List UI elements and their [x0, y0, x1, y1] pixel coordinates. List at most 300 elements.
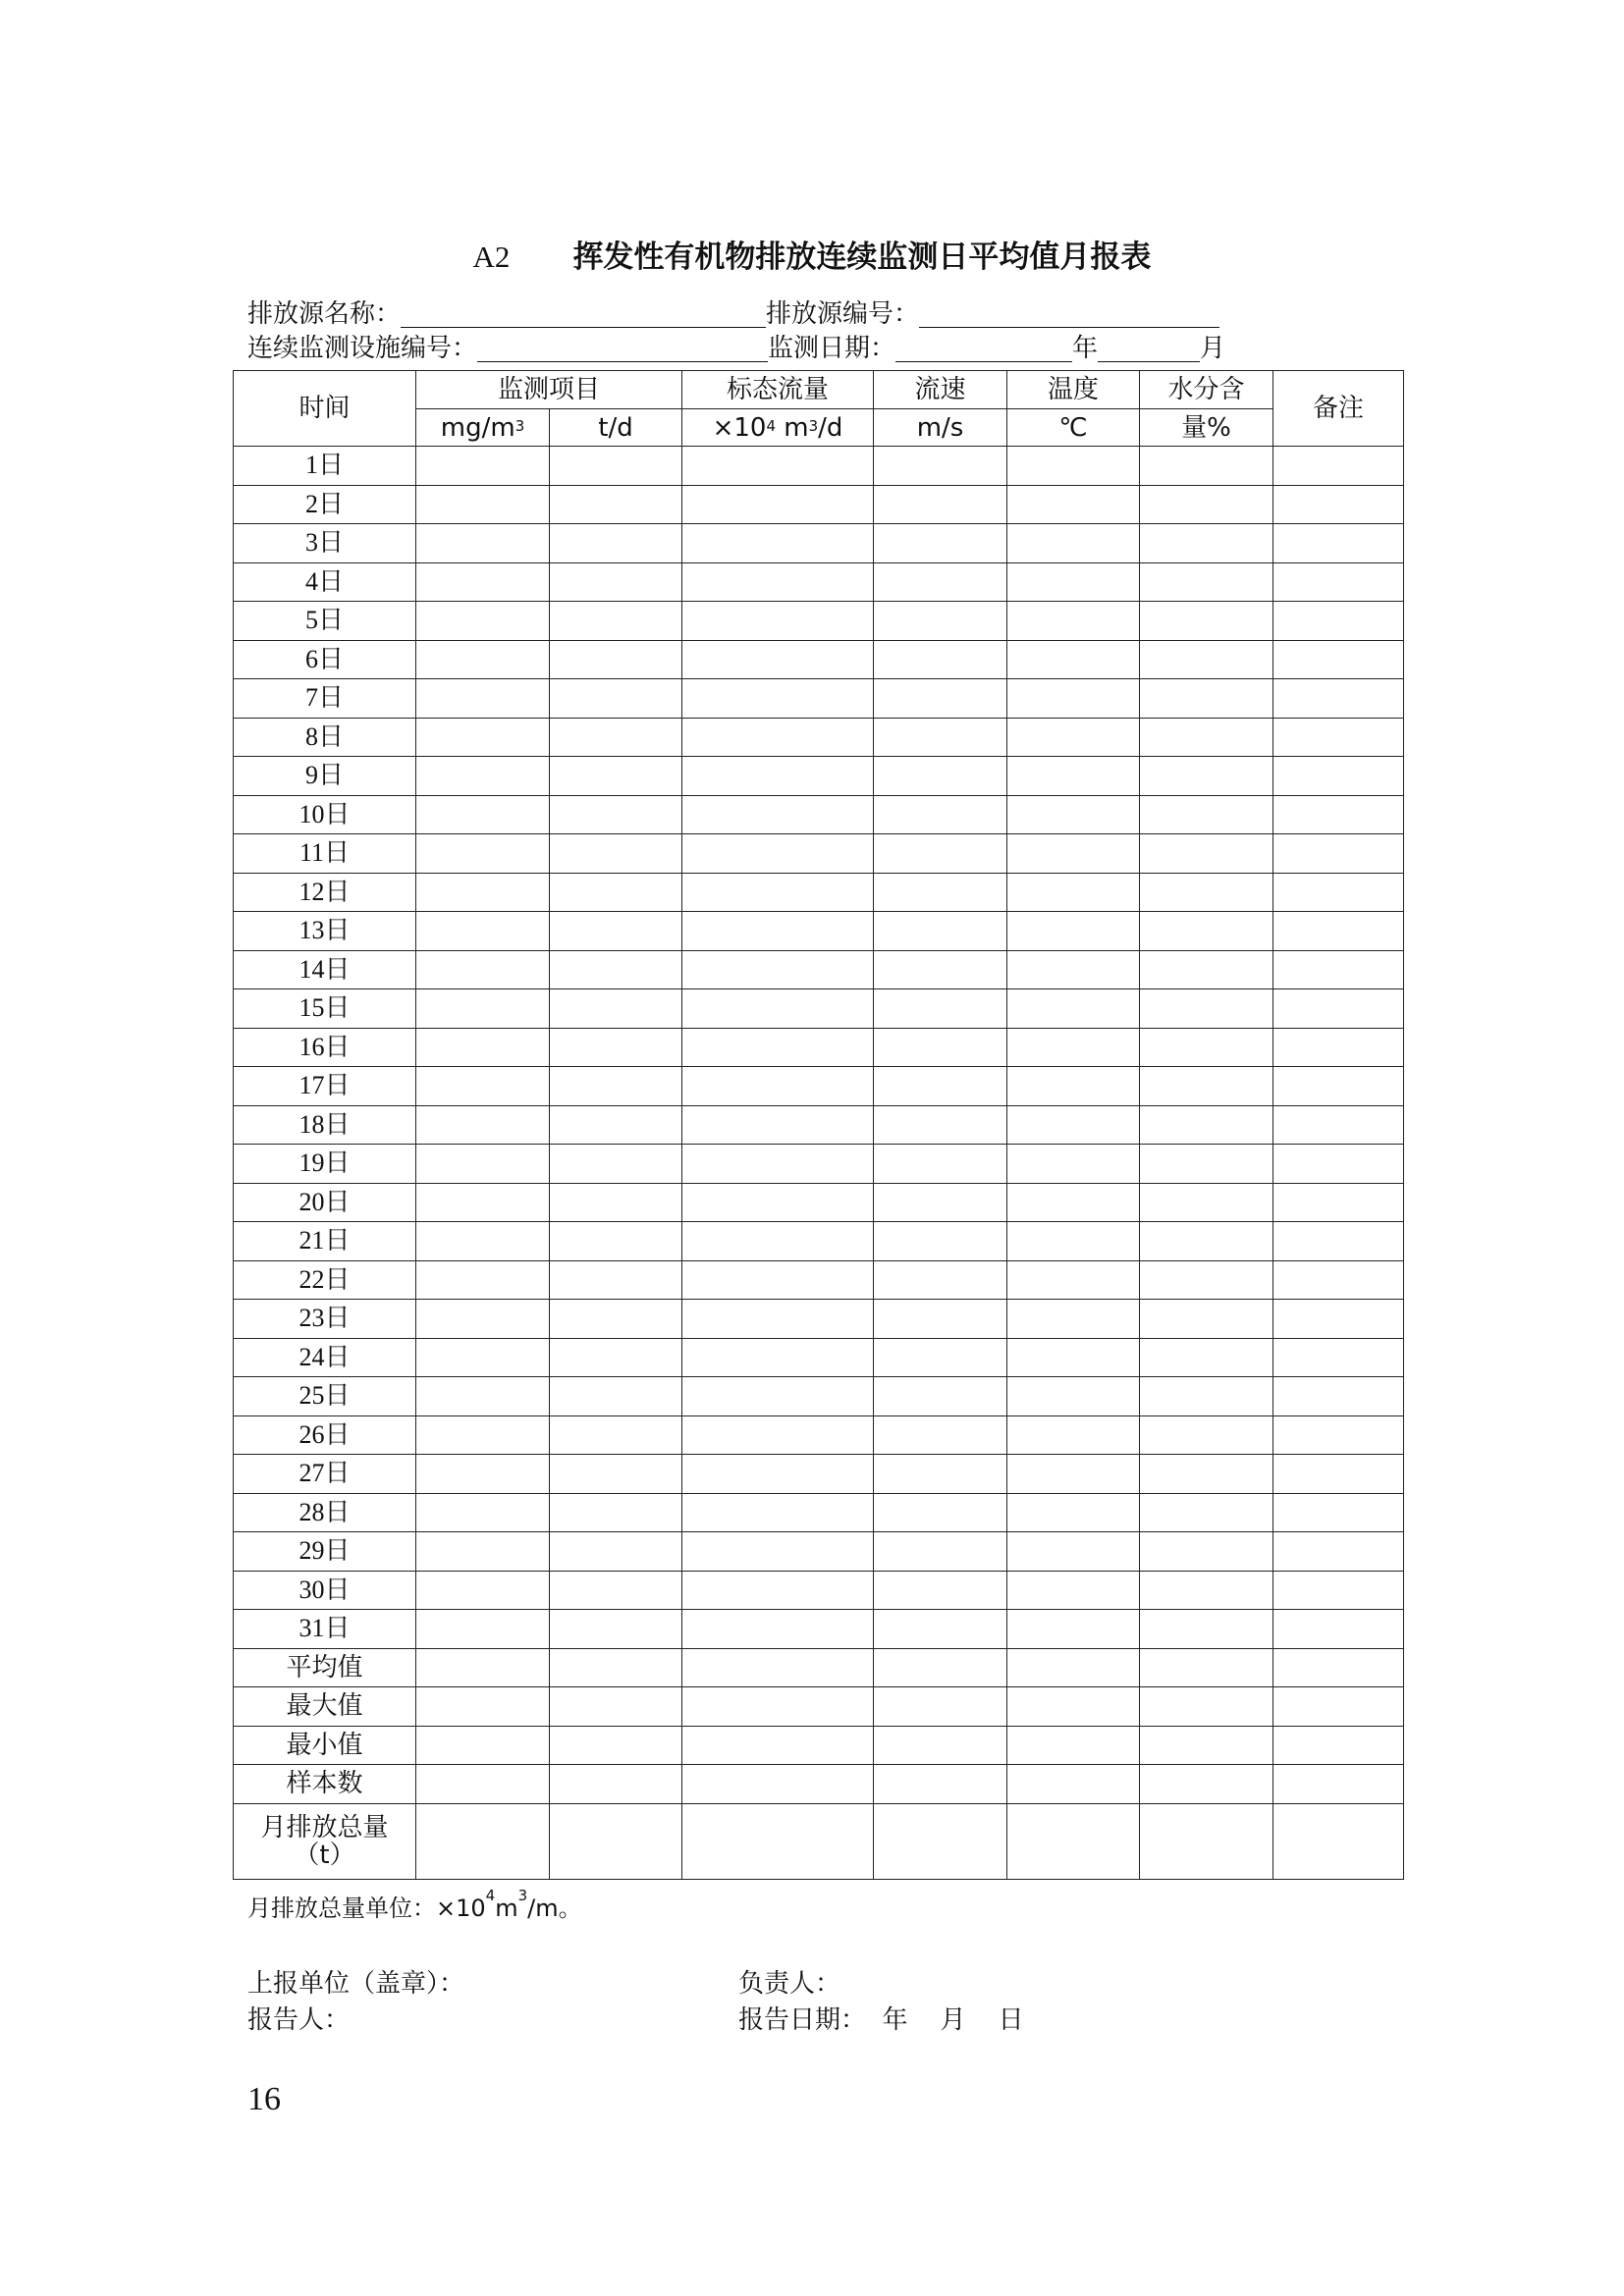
- cell-speed[interactable]: [874, 1183, 1007, 1222]
- cell-flow[interactable]: [682, 524, 874, 563]
- row-label: 19日: [234, 1145, 416, 1184]
- cell-moisture[interactable]: [1140, 1571, 1273, 1610]
- cell-speed[interactable]: [874, 950, 1007, 989]
- report-body: [234, 447, 1404, 1880]
- cell-td[interactable]: [550, 989, 682, 1029]
- cell-remark[interactable]: [1273, 1765, 1404, 1804]
- cell-speed[interactable]: [874, 447, 1007, 486]
- cell-moisture[interactable]: [1140, 524, 1273, 563]
- cell-mg[interactable]: [416, 1532, 550, 1572]
- cell-flow[interactable]: [682, 873, 874, 912]
- cell-td[interactable]: [550, 912, 682, 951]
- cell-temp[interactable]: [1007, 1687, 1140, 1727]
- cell-remark[interactable]: [1273, 1028, 1404, 1067]
- cell-mg[interactable]: [416, 1726, 550, 1765]
- cell-mg[interactable]: [416, 602, 550, 641]
- cell-temp[interactable]: [1007, 447, 1140, 486]
- table-row: [234, 1726, 1404, 1765]
- cell-mg[interactable]: [416, 1067, 550, 1106]
- cell-moisture[interactable]: [1140, 1067, 1273, 1106]
- cell-mg[interactable]: [416, 1455, 550, 1494]
- header-flow-unit: $\times 10^4$ $m^3/d$: [682, 409, 874, 447]
- cell-td[interactable]: [550, 1260, 682, 1300]
- cell-remark[interactable]: [1273, 873, 1404, 912]
- cell-remark[interactable]: [1273, 834, 1404, 874]
- cell-mg[interactable]: [416, 562, 550, 602]
- cell-mg[interactable]: [416, 1183, 550, 1222]
- cell-flow[interactable]: [682, 602, 874, 641]
- cell-remark[interactable]: [1273, 524, 1404, 563]
- cell-td[interactable]: [550, 1105, 682, 1145]
- source-no-blank[interactable]: [919, 301, 1219, 328]
- cell-moisture[interactable]: [1140, 1493, 1273, 1532]
- row-label: 10日: [234, 795, 416, 834]
- cell-remark[interactable]: [1273, 1377, 1404, 1416]
- table-row: [234, 679, 1404, 719]
- table-row: [234, 989, 1404, 1029]
- cell-moisture[interactable]: [1140, 950, 1273, 989]
- cell-temp[interactable]: [1007, 834, 1140, 874]
- cell-speed[interactable]: [874, 1377, 1007, 1416]
- cell-speed[interactable]: [874, 912, 1007, 951]
- cell-flow[interactable]: [682, 1028, 874, 1067]
- cell-td[interactable]: [550, 1687, 682, 1727]
- header-moisture: 水分含: [1140, 371, 1273, 409]
- cell-speed[interactable]: [874, 640, 1007, 679]
- table-row: [234, 1067, 1404, 1106]
- cell-mg[interactable]: [416, 640, 550, 679]
- cell-remark[interactable]: [1273, 950, 1404, 989]
- header-remark: 备注: [1273, 371, 1404, 447]
- cell-speed[interactable]: [874, 1687, 1007, 1727]
- header-mg-unit: $mg/m^3$: [416, 409, 550, 447]
- cell-flow[interactable]: [682, 834, 874, 874]
- cell-speed[interactable]: [874, 1105, 1007, 1145]
- cell-mg[interactable]: [416, 1610, 550, 1649]
- cell-flow[interactable]: [682, 1571, 874, 1610]
- cell-mg[interactable]: [416, 989, 550, 1029]
- cell-temp[interactable]: [1007, 1260, 1140, 1300]
- cell-flow[interactable]: [682, 950, 874, 989]
- cell-td[interactable]: [550, 950, 682, 989]
- cell-speed[interactable]: [874, 989, 1007, 1029]
- cell-temp[interactable]: [1007, 1222, 1140, 1261]
- cell-remark[interactable]: [1273, 1338, 1404, 1377]
- cell-speed[interactable]: [874, 1571, 1007, 1610]
- cell-temp[interactable]: [1007, 1571, 1140, 1610]
- cell-flow[interactable]: [682, 1377, 874, 1416]
- cell-remark[interactable]: [1273, 1571, 1404, 1610]
- cell-temp[interactable]: [1007, 1765, 1140, 1804]
- cell-remark[interactable]: [1273, 912, 1404, 951]
- cell-speed[interactable]: [874, 834, 1007, 874]
- cell-mg[interactable]: [416, 1377, 550, 1416]
- cell-remark[interactable]: [1273, 562, 1404, 602]
- table-row: [234, 873, 1404, 912]
- cell-mg[interactable]: [416, 1765, 550, 1804]
- cell-temp[interactable]: [1007, 1803, 1140, 1879]
- facility-no-label: 连续监测设施编号：: [247, 334, 478, 363]
- cell-moisture[interactable]: [1140, 485, 1273, 524]
- cell-temp[interactable]: [1007, 1610, 1140, 1649]
- cell-speed[interactable]: [874, 873, 1007, 912]
- cell-mg[interactable]: [416, 1493, 550, 1532]
- cell-moisture[interactable]: [1140, 1105, 1273, 1145]
- cell-moisture[interactable]: [1140, 640, 1273, 679]
- cell-mg[interactable]: [416, 1260, 550, 1300]
- cell-speed[interactable]: [874, 1455, 1007, 1494]
- cell-temp[interactable]: [1007, 950, 1140, 989]
- cell-moisture[interactable]: [1140, 1338, 1273, 1377]
- cell-moisture[interactable]: [1140, 447, 1273, 486]
- cell-moisture[interactable]: [1140, 718, 1273, 757]
- cell-mg[interactable]: [416, 718, 550, 757]
- cell-temp[interactable]: [1007, 1067, 1140, 1106]
- cell-speed[interactable]: [874, 1415, 1007, 1455]
- cell-speed[interactable]: [874, 485, 1007, 524]
- cell-td[interactable]: [550, 1028, 682, 1067]
- cell-mg[interactable]: [416, 447, 550, 486]
- cell-flow[interactable]: [682, 1687, 874, 1727]
- cell-temp[interactable]: [1007, 1338, 1140, 1377]
- row-label: 样本数: [234, 1765, 416, 1804]
- cell-td[interactable]: [550, 1067, 682, 1106]
- cell-speed[interactable]: [874, 1493, 1007, 1532]
- cell-moisture[interactable]: [1140, 834, 1273, 874]
- cell-remark[interactable]: [1273, 1260, 1404, 1300]
- cell-moisture[interactable]: [1140, 795, 1273, 834]
- cell-moisture[interactable]: [1140, 1532, 1273, 1572]
- table-row: [234, 1610, 1404, 1649]
- row-label: 29日: [234, 1532, 416, 1572]
- cell-flow[interactable]: [682, 1300, 874, 1339]
- cell-remark[interactable]: [1273, 679, 1404, 719]
- cell-td[interactable]: [550, 562, 682, 602]
- table-row: [234, 1455, 1404, 1494]
- cell-td[interactable]: [550, 679, 682, 719]
- cell-flow[interactable]: [682, 447, 874, 486]
- cell-speed[interactable]: [874, 1028, 1007, 1067]
- cell-remark[interactable]: [1273, 1222, 1404, 1261]
- cell-td[interactable]: [550, 1145, 682, 1184]
- cell-temp[interactable]: [1007, 1300, 1140, 1339]
- cell-moisture[interactable]: [1140, 757, 1273, 796]
- row-label: 24日: [234, 1338, 416, 1377]
- table-row: [234, 1338, 1404, 1377]
- cell-moisture[interactable]: [1140, 1610, 1273, 1649]
- cell-remark[interactable]: [1273, 485, 1404, 524]
- cell-moisture[interactable]: [1140, 1765, 1273, 1804]
- cell-speed[interactable]: [874, 602, 1007, 641]
- cell-mg[interactable]: [416, 1338, 550, 1377]
- cell-td[interactable]: [550, 873, 682, 912]
- row-label: 12日: [234, 873, 416, 912]
- cell-moisture[interactable]: [1140, 989, 1273, 1029]
- cell-remark[interactable]: [1273, 1648, 1404, 1687]
- cell-td[interactable]: [550, 1338, 682, 1377]
- cell-flow[interactable]: [682, 485, 874, 524]
- reporting-unit-label: 上报单位（盖章）：: [247, 1969, 465, 1999]
- cell-td[interactable]: [550, 718, 682, 757]
- cell-speed[interactable]: [874, 1610, 1007, 1649]
- cell-flow[interactable]: [682, 912, 874, 951]
- cell-td[interactable]: [550, 524, 682, 563]
- cell-mg[interactable]: [416, 950, 550, 989]
- year-blank[interactable]: [895, 336, 1072, 362]
- cell-flow[interactable]: [682, 1648, 874, 1687]
- source-name-label: 排放源名称：: [247, 299, 402, 329]
- cell-remark[interactable]: [1273, 718, 1404, 757]
- cell-speed[interactable]: [874, 1067, 1007, 1106]
- cell-mg[interactable]: [416, 1145, 550, 1184]
- cell-td[interactable]: [550, 1183, 682, 1222]
- cell-mg[interactable]: [416, 873, 550, 912]
- cell-speed[interactable]: [874, 1338, 1007, 1377]
- table-row: [234, 1532, 1404, 1572]
- table-row-monthly-total: [234, 1803, 1404, 1879]
- cell-temp[interactable]: [1007, 485, 1140, 524]
- cell-remark[interactable]: [1273, 1183, 1404, 1222]
- cell-remark[interactable]: [1273, 640, 1404, 679]
- cell-flow[interactable]: [682, 1532, 874, 1572]
- cell-remark[interactable]: [1273, 447, 1404, 486]
- header-monitoring-item: 监测项目: [416, 371, 682, 409]
- cell-moisture[interactable]: [1140, 1415, 1273, 1455]
- cell-mg[interactable]: [416, 1105, 550, 1145]
- monthly-report-table: [233, 370, 1404, 1880]
- cell-remark[interactable]: [1273, 1067, 1404, 1106]
- cell-temp[interactable]: [1007, 1532, 1140, 1572]
- cell-flow[interactable]: [682, 1726, 874, 1765]
- cell-moisture[interactable]: [1140, 873, 1273, 912]
- cell-td[interactable]: [550, 1377, 682, 1416]
- cell-remark[interactable]: [1273, 1803, 1404, 1879]
- cell-flow[interactable]: [682, 679, 874, 719]
- cell-remark[interactable]: [1273, 989, 1404, 1029]
- cell-remark[interactable]: [1273, 1726, 1404, 1765]
- cell-moisture[interactable]: [1140, 1377, 1273, 1416]
- cell-remark[interactable]: [1273, 757, 1404, 796]
- cell-flow[interactable]: [682, 1415, 874, 1455]
- cell-flow[interactable]: [682, 1493, 874, 1532]
- cell-temp[interactable]: [1007, 1105, 1140, 1145]
- cell-speed[interactable]: [874, 757, 1007, 796]
- cell-speed[interactable]: [874, 1803, 1007, 1879]
- cell-temp[interactable]: [1007, 679, 1140, 719]
- cell-mg[interactable]: [416, 834, 550, 874]
- cell-temp[interactable]: [1007, 1648, 1140, 1687]
- cell-temp[interactable]: [1007, 1183, 1140, 1222]
- cell-speed[interactable]: [874, 718, 1007, 757]
- cell-td[interactable]: [550, 1300, 682, 1339]
- cell-remark[interactable]: [1273, 1415, 1404, 1455]
- cell-moisture[interactable]: [1140, 602, 1273, 641]
- cell-mg[interactable]: [416, 524, 550, 563]
- cell-mg[interactable]: [416, 1803, 550, 1879]
- cell-mg[interactable]: [416, 1648, 550, 1687]
- cell-temp[interactable]: [1007, 640, 1140, 679]
- cell-moisture[interactable]: [1140, 1028, 1273, 1067]
- row-label: 30日: [234, 1571, 416, 1610]
- cell-moisture[interactable]: [1140, 1648, 1273, 1687]
- cell-temp[interactable]: [1007, 1493, 1140, 1532]
- cell-speed[interactable]: [874, 1145, 1007, 1184]
- cell-moisture[interactable]: [1140, 1455, 1273, 1494]
- cell-temp[interactable]: [1007, 795, 1140, 834]
- cell-mg[interactable]: [416, 679, 550, 719]
- cell-remark[interactable]: [1273, 1610, 1404, 1649]
- cell-moisture[interactable]: [1140, 1726, 1273, 1765]
- cell-td[interactable]: [550, 757, 682, 796]
- cell-mg[interactable]: [416, 757, 550, 796]
- cell-remark[interactable]: [1273, 602, 1404, 641]
- cell-td[interactable]: [550, 795, 682, 834]
- row-label: 27日: [234, 1455, 416, 1494]
- cell-flow[interactable]: [682, 718, 874, 757]
- row-label: 4日: [234, 562, 416, 602]
- cell-speed[interactable]: [874, 795, 1007, 834]
- cell-mg[interactable]: [416, 1028, 550, 1067]
- cell-remark[interactable]: [1273, 1300, 1404, 1339]
- row-label: 18日: [234, 1105, 416, 1145]
- cell-speed[interactable]: [874, 1260, 1007, 1300]
- report-title: [0, 232, 1624, 276]
- cell-temp[interactable]: [1007, 718, 1140, 757]
- row-label: 25日: [234, 1377, 416, 1416]
- cell-speed[interactable]: [874, 562, 1007, 602]
- cell-remark[interactable]: [1273, 1687, 1404, 1727]
- row-label: 平均值: [234, 1648, 416, 1687]
- cell-td[interactable]: [550, 447, 682, 486]
- facility-no-blank[interactable]: [477, 336, 768, 362]
- cell-temp[interactable]: [1007, 1145, 1140, 1184]
- cell-moisture[interactable]: [1140, 1145, 1273, 1184]
- cell-mg[interactable]: [416, 1300, 550, 1339]
- cell-remark[interactable]: [1273, 1455, 1404, 1494]
- cell-remark[interactable]: [1273, 795, 1404, 834]
- cell-td[interactable]: [550, 640, 682, 679]
- cell-td[interactable]: [550, 1455, 682, 1494]
- cell-mg[interactable]: [416, 1571, 550, 1610]
- table-row: [234, 1260, 1404, 1300]
- cell-mg[interactable]: [416, 485, 550, 524]
- table-row: [234, 1648, 1404, 1687]
- source-name-blank[interactable]: [401, 301, 766, 328]
- cell-mg[interactable]: [416, 1222, 550, 1261]
- cell-td[interactable]: [550, 1415, 682, 1455]
- cell-td[interactable]: [550, 1610, 682, 1649]
- cell-moisture[interactable]: [1140, 1300, 1273, 1339]
- cell-td[interactable]: [550, 485, 682, 524]
- cell-mg[interactable]: [416, 1415, 550, 1455]
- cell-temp[interactable]: [1007, 1726, 1140, 1765]
- cell-speed[interactable]: [874, 679, 1007, 719]
- cell-mg[interactable]: [416, 795, 550, 834]
- cell-flow[interactable]: [682, 989, 874, 1029]
- cell-flow[interactable]: [682, 1338, 874, 1377]
- cell-td[interactable]: [550, 1648, 682, 1687]
- cell-speed[interactable]: [874, 1648, 1007, 1687]
- cell-flow[interactable]: [682, 1455, 874, 1494]
- row-label: 3日: [234, 524, 416, 563]
- cell-speed[interactable]: [874, 1532, 1007, 1572]
- cell-td[interactable]: [550, 1493, 682, 1532]
- cell-temp[interactable]: [1007, 1028, 1140, 1067]
- table-row: [234, 524, 1404, 563]
- cell-td[interactable]: [550, 1222, 682, 1261]
- cell-moisture[interactable]: [1140, 1803, 1273, 1879]
- cell-speed[interactable]: [874, 1300, 1007, 1339]
- cell-speed[interactable]: [874, 1222, 1007, 1261]
- cell-remark[interactable]: [1273, 1145, 1404, 1184]
- row-label: 7日: [234, 679, 416, 719]
- cell-flow[interactable]: [682, 1222, 874, 1261]
- cell-temp[interactable]: [1007, 989, 1140, 1029]
- cell-flow[interactable]: [682, 795, 874, 834]
- cell-td[interactable]: [550, 1532, 682, 1572]
- cell-td[interactable]: [550, 834, 682, 874]
- cell-td[interactable]: [550, 1726, 682, 1765]
- cell-flow[interactable]: [682, 1145, 874, 1184]
- cell-temp[interactable]: [1007, 524, 1140, 563]
- row-label: 1日: [234, 447, 416, 486]
- title-code: A2: [472, 240, 511, 274]
- cell-speed[interactable]: [874, 1765, 1007, 1804]
- cell-temp[interactable]: [1007, 602, 1140, 641]
- cell-td[interactable]: [550, 1803, 682, 1879]
- cell-mg[interactable]: [416, 912, 550, 951]
- cell-speed[interactable]: [874, 524, 1007, 563]
- cell-temp[interactable]: [1007, 873, 1140, 912]
- cell-td[interactable]: [550, 1765, 682, 1804]
- cell-temp[interactable]: [1007, 1455, 1140, 1494]
- cell-moisture[interactable]: [1140, 1687, 1273, 1727]
- cell-flow[interactable]: [682, 1067, 874, 1106]
- cell-moisture[interactable]: [1140, 679, 1273, 719]
- cell-td[interactable]: [550, 602, 682, 641]
- table-row: [234, 1183, 1404, 1222]
- cell-moisture[interactable]: [1140, 912, 1273, 951]
- cell-moisture[interactable]: [1140, 1222, 1273, 1261]
- cell-temp[interactable]: [1007, 912, 1140, 951]
- cell-flow[interactable]: [682, 1105, 874, 1145]
- cell-flow[interactable]: [682, 1183, 874, 1222]
- cell-flow[interactable]: [682, 562, 874, 602]
- cell-speed[interactable]: [874, 1726, 1007, 1765]
- cell-remark[interactable]: [1273, 1105, 1404, 1145]
- cell-flow[interactable]: [682, 1765, 874, 1804]
- cell-temp[interactable]: [1007, 562, 1140, 602]
- cell-temp[interactable]: [1007, 757, 1140, 796]
- cell-flow[interactable]: [682, 1260, 874, 1300]
- cell-moisture[interactable]: [1140, 1183, 1273, 1222]
- cell-flow[interactable]: [682, 640, 874, 679]
- cell-temp[interactable]: [1007, 1415, 1140, 1455]
- cell-moisture[interactable]: [1140, 1260, 1273, 1300]
- cell-flow[interactable]: [682, 1803, 874, 1879]
- cell-remark[interactable]: [1273, 1493, 1404, 1532]
- cell-flow[interactable]: [682, 1610, 874, 1649]
- cell-mg[interactable]: [416, 1687, 550, 1727]
- row-label: 21日: [234, 1222, 416, 1261]
- cell-flow[interactable]: [682, 757, 874, 796]
- cell-remark[interactable]: [1273, 1532, 1404, 1572]
- cell-moisture[interactable]: [1140, 562, 1273, 602]
- month-blank[interactable]: [1098, 336, 1200, 362]
- cell-temp[interactable]: [1007, 1377, 1140, 1416]
- cell-td[interactable]: [550, 1571, 682, 1610]
- date-label: 监测日期：: [768, 334, 896, 363]
